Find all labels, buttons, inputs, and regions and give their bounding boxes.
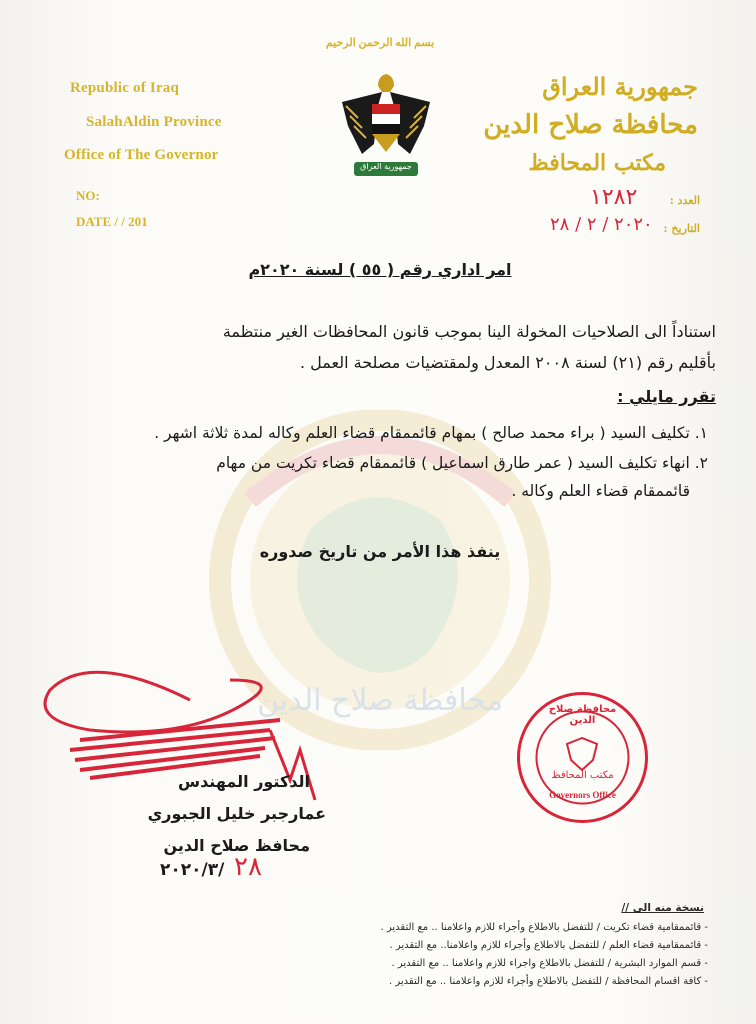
basmala: بسم الله الرحمن الرحيم: [325, 37, 435, 49]
header-en-date-label: DATE / / 201: [76, 214, 148, 229]
watermark-text: محافظة صلاح الدين: [257, 683, 503, 718]
header-ar-number-value: ١٢٨٢: [590, 185, 638, 210]
header-en-province: SalahAldin Province: [86, 114, 222, 130]
header-ar-republic: جمهورية العراق: [542, 72, 698, 101]
copies-item-1: - قائممقامية قضاء تكريت / للتفضل بالاطلاع وأجراء للازم واعلامنا .. مع التقدير .: [380, 922, 708, 933]
order-title: امر اداري رقم ( ٥٥ ) لسنة ٢٠٢٠م: [248, 260, 512, 279]
order-preamble-line2: بأقليم رقم (٢١) لسنة ٢٠٠٨ المعدل ولمقتضيات مصلحة العمل .: [299, 353, 716, 372]
order-item-2-line2: قائممقام قضاء العلم وكاله .: [511, 482, 690, 500]
stamp-top-text: محافظة صلاح الدين: [548, 704, 617, 726]
header-ar-date-label: التاريخ :: [663, 222, 700, 235]
copies-item-4: - كافة اقسام المحافظة / للتفضل بالاطلاع وأجراء للازم واعلامنا .. مع التقدير .: [389, 976, 708, 987]
order-preamble-line1: استناداً الى الصلاحيات المخولة الينا بموجب قانون المحافظات الغير منتظمة: [222, 322, 716, 341]
signer-name: عمارجبر خليل الجبوري: [147, 804, 326, 823]
emblem-caption: جمهورية العراق: [360, 162, 412, 171]
header-ar-province: محافظة صلاح الدين: [483, 110, 698, 140]
header-en-republic: Republic of Iraq: [70, 80, 180, 96]
signer-title: الدكتور المهندس: [177, 772, 310, 791]
decision-label: تقرر مايلي :: [617, 387, 716, 406]
order-item-1: ١. تكليف السيد ( براء محمد صالح ) بمهام قائممقام قضاء العلم وكاله لمدة ثلاثة اشهر .: [154, 424, 708, 442]
header-en-number-label: NO:: [76, 188, 100, 203]
signature-date-handwritten: ٢٨: [234, 852, 262, 882]
governor-office-stamp: [515, 690, 650, 825]
signature-date-printed: ٢٠٢٠/٣/: [160, 860, 225, 880]
stamp-middle-text: مكتب المحافظ: [551, 770, 614, 781]
effective-statement: ينفذ هذا الأمر من تاريخ صدوره: [259, 542, 501, 561]
copies-item-3: - قسم الموارد البشرية / للتفضل بالاطلاع واجراء للازم واعلامنا .. مع التقدير .: [391, 958, 708, 969]
copies-item-2: - قائممقامية قضاء العلم / للتفضل بالاطلاع وأجراء للازم واعلامنا.. مع التقدير .: [389, 940, 708, 951]
header-ar-office: مكتب المحافظ: [528, 150, 666, 176]
copies-label: نسخة منه الى //: [621, 902, 704, 914]
order-item-2-line1: ٢. انهاء تكليف السيد ( عمر طارق اسماعيل ) قائممقام قضاء تكريت من مهام: [216, 454, 708, 472]
signer-position: محافظ صلاح الدين: [163, 836, 310, 855]
header-en-office: Office of The Governor: [64, 147, 219, 163]
header-ar-date-value: ٢٠٢٠ / ٢ / ٢٨: [550, 214, 653, 235]
header-ar-number-label: العدد :: [669, 194, 700, 207]
stamp-bottom-text: Governors Office: [549, 790, 616, 800]
iraq-eagle-emblem: [338, 66, 434, 186]
